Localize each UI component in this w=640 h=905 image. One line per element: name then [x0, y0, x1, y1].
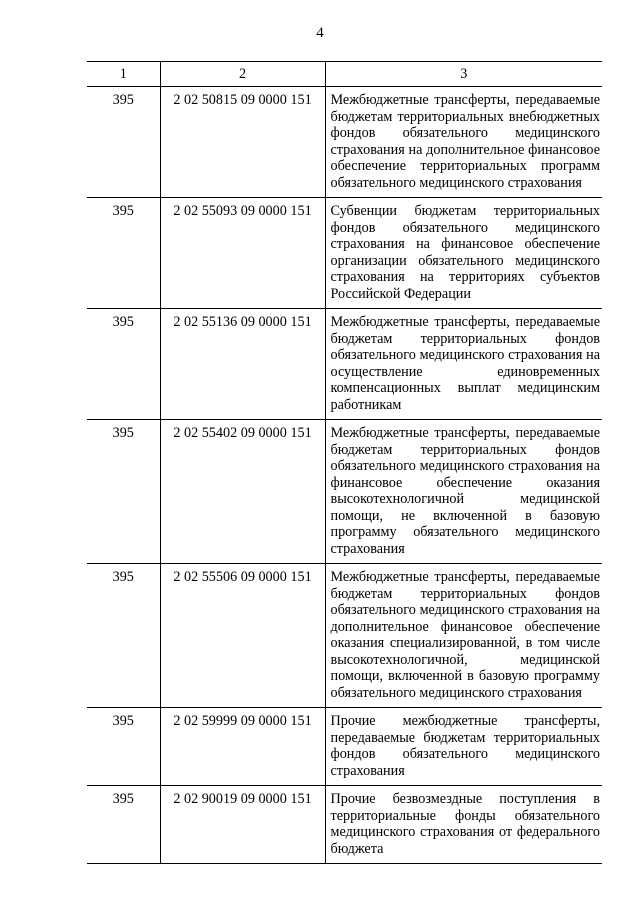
- revenue-code-cell: 2 02 90019 09 0000 151: [160, 786, 325, 864]
- description-cell: Прочие безвозмездные поступления в территориальные фонды обязательного медицинского страхования от федерального бюджета: [325, 786, 602, 864]
- description-cell: Субвенции бюджетам территориальных фондов обязательного медицинского страхования на финансовое обеспечение организации обязательного медицинского страхования на территориях субъектов Российской Федерации: [325, 198, 602, 309]
- admin-code-cell: 395: [87, 420, 160, 564]
- admin-code-cell: 395: [87, 786, 160, 864]
- revenue-code-cell: 2 02 55402 09 0000 151: [160, 420, 325, 564]
- table-row: [87, 708, 602, 786]
- table-row: [87, 309, 602, 420]
- table-row: [87, 87, 602, 198]
- description-cell: Прочие межбюджетные трансферты, передаваемые бюджетам территориальных фондов обязательного медицинского страхования: [325, 708, 602, 786]
- column-header-3: 3: [325, 62, 602, 87]
- revenue-code-cell: 2 02 55136 09 0000 151: [160, 309, 325, 420]
- admin-code-cell: 395: [87, 564, 160, 708]
- revenue-code-cell: 2 02 55093 09 0000 151: [160, 198, 325, 309]
- table-header-row: [87, 62, 602, 87]
- description-cell: Межбюджетные трансферты, передаваемые бюджетам территориальных внебюджетных фондов обязательного медицинского страхования на дополнительное финансовое обеспечение территориальных программ обязательного медицинского страхования: [325, 87, 602, 198]
- admin-code-cell: 395: [87, 708, 160, 786]
- table-row: [87, 420, 602, 564]
- revenue-code-cell: 2 02 55506 09 0000 151: [160, 564, 325, 708]
- column-header-1: 1: [87, 62, 160, 87]
- description-cell: Межбюджетные трансферты, передаваемые бюджетам территориальных фондов обязательного медицинского страхования на дополнительное финансовое обеспечение оказания специализированной, в том числе высокотехнологичной, медицинской помощи, включенной в базовую программу обязательного медицинского страхования: [325, 564, 602, 708]
- table-row: [87, 786, 602, 864]
- admin-code-cell: 395: [87, 87, 160, 198]
- description-cell: Межбюджетные трансферты, передаваемые бюджетам территориальных фондов обязательного медицинского страхования на финансовое обеспечение оказания высокотехнологичной медицинской помощи, не включенной в базовую программу обязательного медицинского страхования: [325, 420, 602, 564]
- budget-codes-table: [87, 61, 602, 864]
- admin-code-cell: 395: [87, 309, 160, 420]
- admin-code-cell: 395: [87, 198, 160, 309]
- table-row: [87, 564, 602, 708]
- column-header-2: 2: [160, 62, 325, 87]
- revenue-code-cell: 2 02 50815 09 0000 151: [160, 87, 325, 198]
- description-cell: Межбюджетные трансферты, передаваемые бюджетам территориальных фондов обязательного медицинского страхования на осуществление единовременных компенсационных выплат медицинским работникам: [325, 309, 602, 420]
- page-number: 4: [316, 25, 324, 41]
- table-row: [87, 198, 602, 309]
- revenue-code-cell: 2 02 59999 09 0000 151: [160, 708, 325, 786]
